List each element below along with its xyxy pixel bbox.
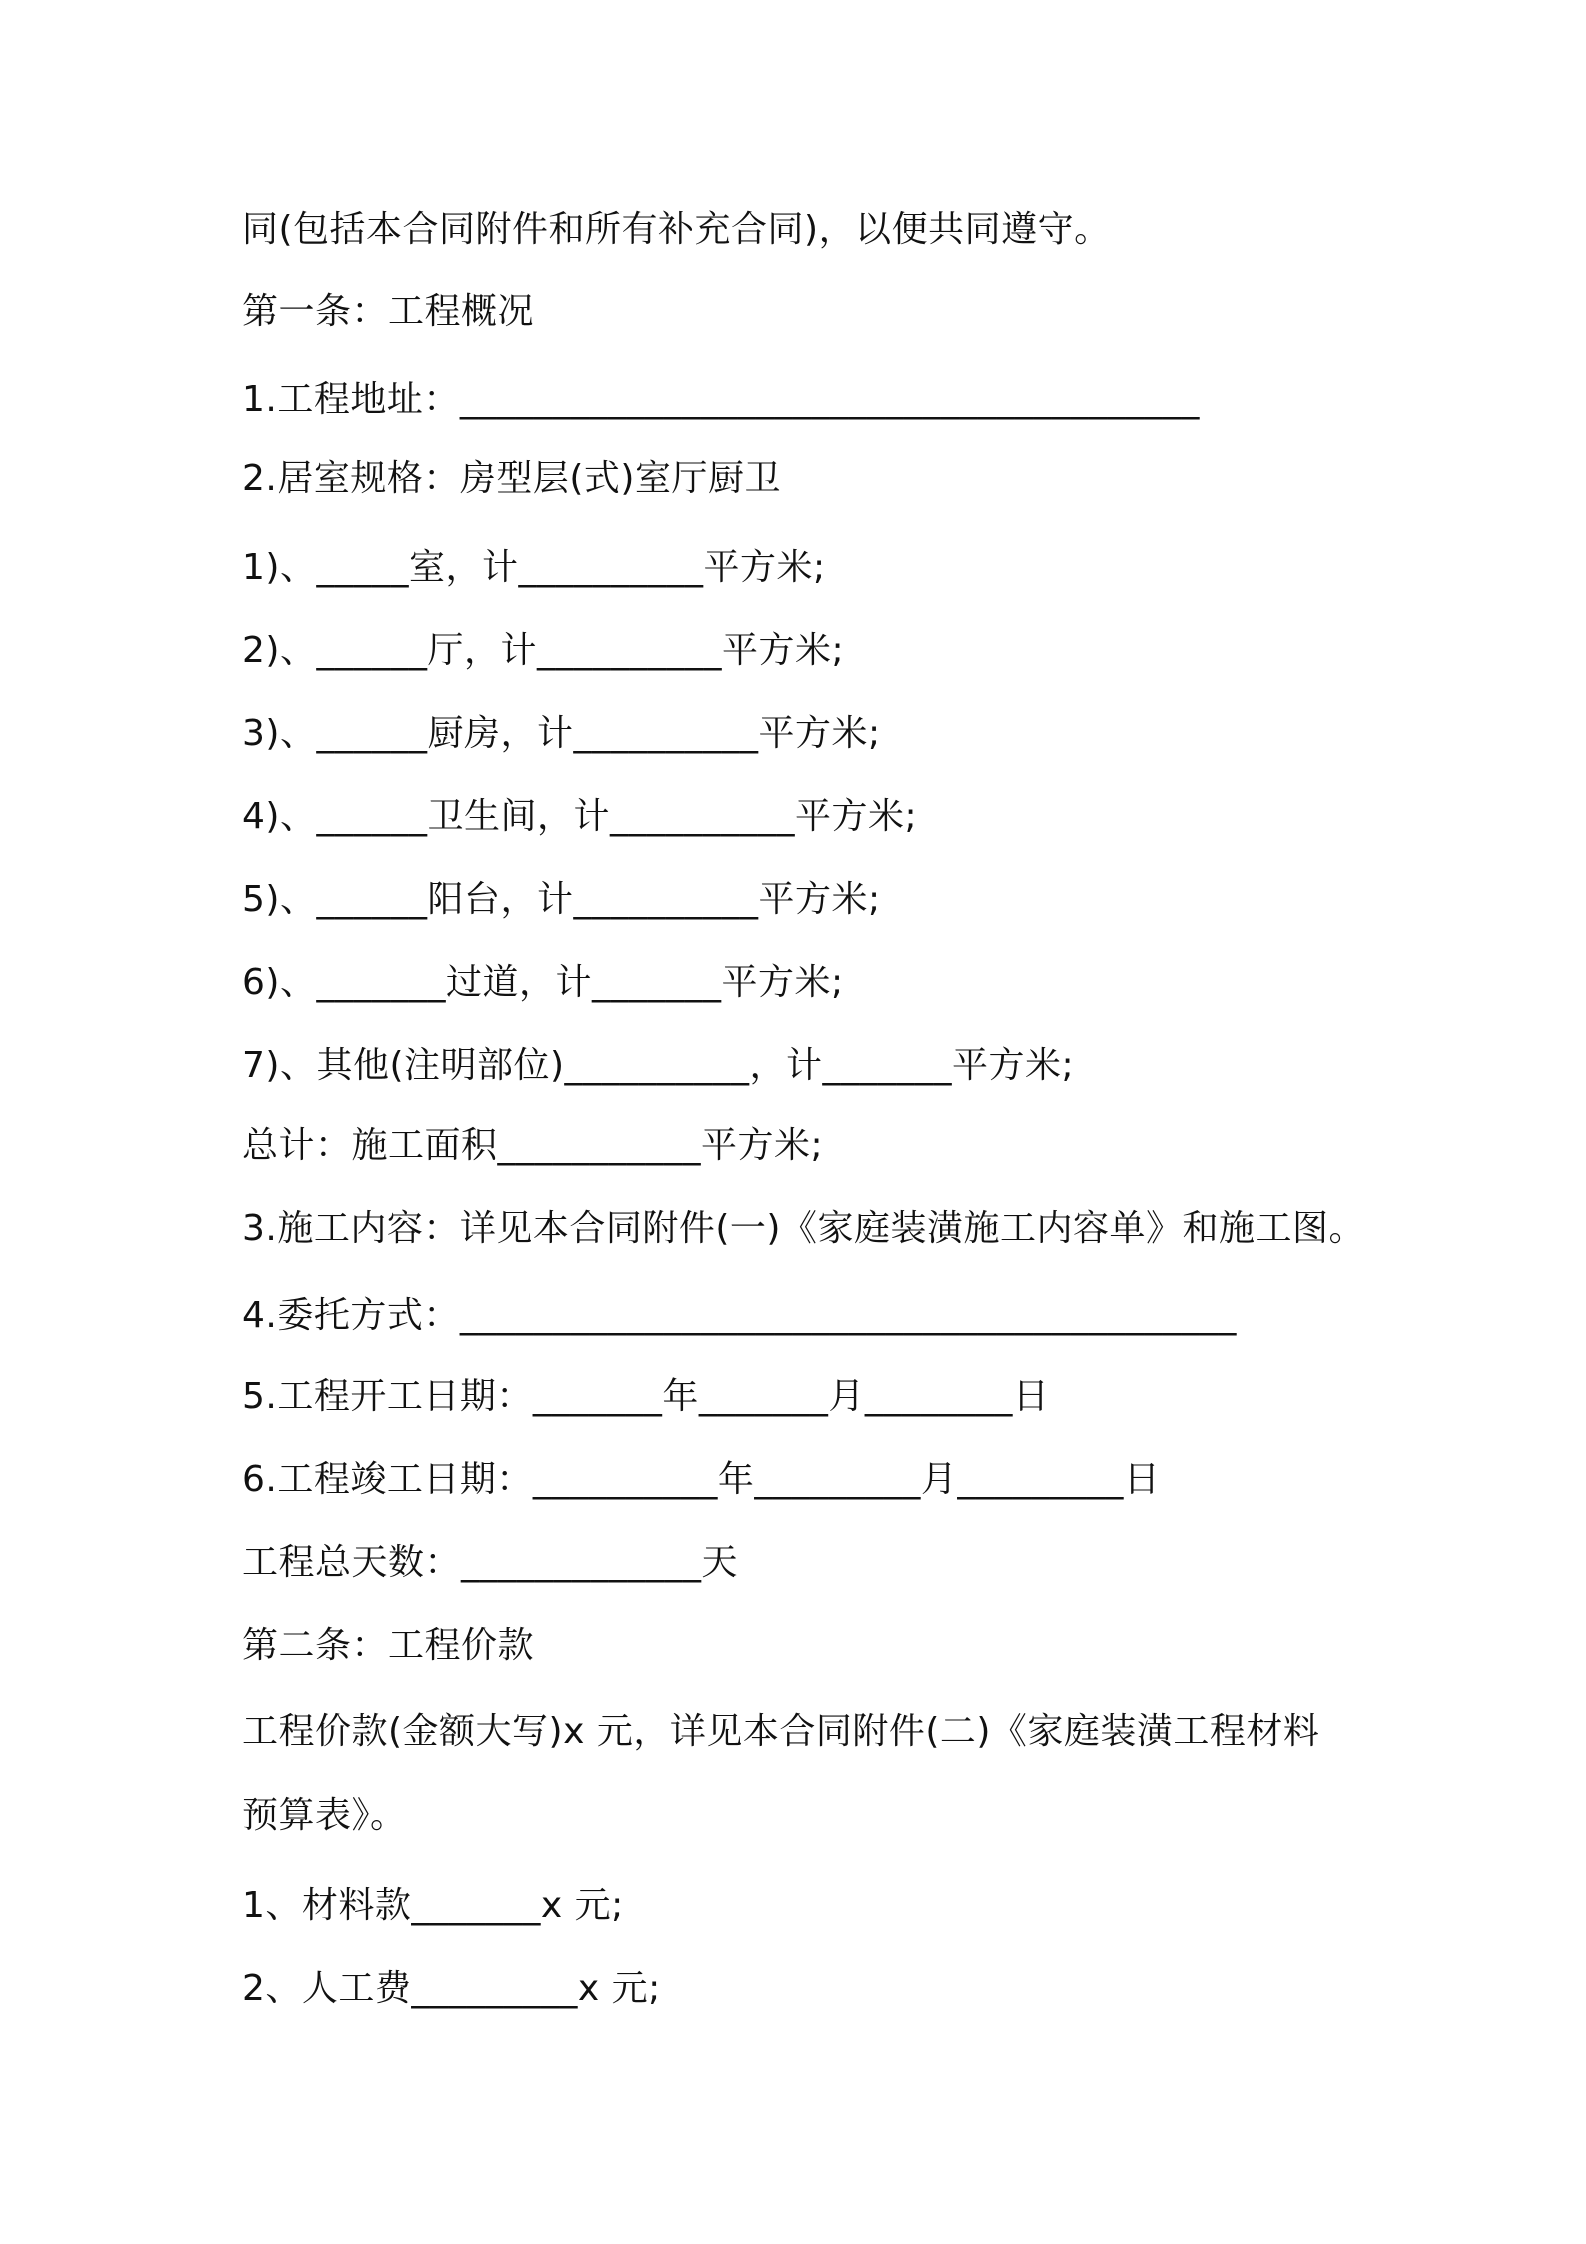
text-line-contract-intro: 同(包括本合同附件和所有补充合同)，以便共同遵守。 <box>242 209 1111 250</box>
text-line-completion-date: 6.工程竣工日期：__________年_________月_________日 <box>242 1459 1161 1500</box>
text-line-room-bedroom: 1)、_____室，计__________平方米; <box>242 547 826 588</box>
text-line-budget-table: 预算表》。 <box>242 1795 407 1836</box>
text-line-commission-method: 4.委托方式：__________________________________________ <box>242 1295 1237 1336</box>
section-heading-project-price: 第二条：工程价款 <box>242 1625 535 1666</box>
text-line-room-bathroom: 4)、______卫生间，计__________平方米; <box>242 796 918 837</box>
text-line-room-other: 7)、其他(注明部位)__________，计_______平方米; <box>242 1045 1075 1086</box>
section-heading-project-overview: 第一条：工程概况 <box>242 291 535 332</box>
text-line-start-date: 5.工程开工日期：_______年_______月________日 <box>242 1376 1050 1417</box>
text-line-labor-cost: 2、人工费_________x 元; <box>242 1968 661 2009</box>
text-line-room-living: 2)、______厅，计__________平方米; <box>242 630 845 671</box>
text-line-project-address: 1.工程地址：________________________________________ <box>242 379 1200 420</box>
text-line-total-area: 总计：施工面积___________平方米; <box>242 1125 824 1166</box>
text-line-room-hallway: 6)、_______过道，计_______平方米; <box>242 962 844 1003</box>
text-line-project-price: 工程价款(金额大写)x 元，详见本合同附件(二)《家庭装潢工程材料 <box>242 1711 1320 1752</box>
text-line-material-cost: 1、材料款_______x 元; <box>242 1885 624 1926</box>
text-line-room-spec: 2.居室规格：房型层(式)室厅厨卫 <box>242 458 781 499</box>
text-line-total-days: 工程总天数：_____________天 <box>242 1542 739 1583</box>
text-line-construction-content: 3.施工内容：详见本合同附件(一)《家庭装潢施工内容单》和施工图。 <box>242 1208 1365 1249</box>
text-line-room-kitchen: 3)、______厨房，计__________平方米; <box>242 713 881 754</box>
text-line-room-balcony: 5)、______阳台，计__________平方米; <box>242 879 881 920</box>
